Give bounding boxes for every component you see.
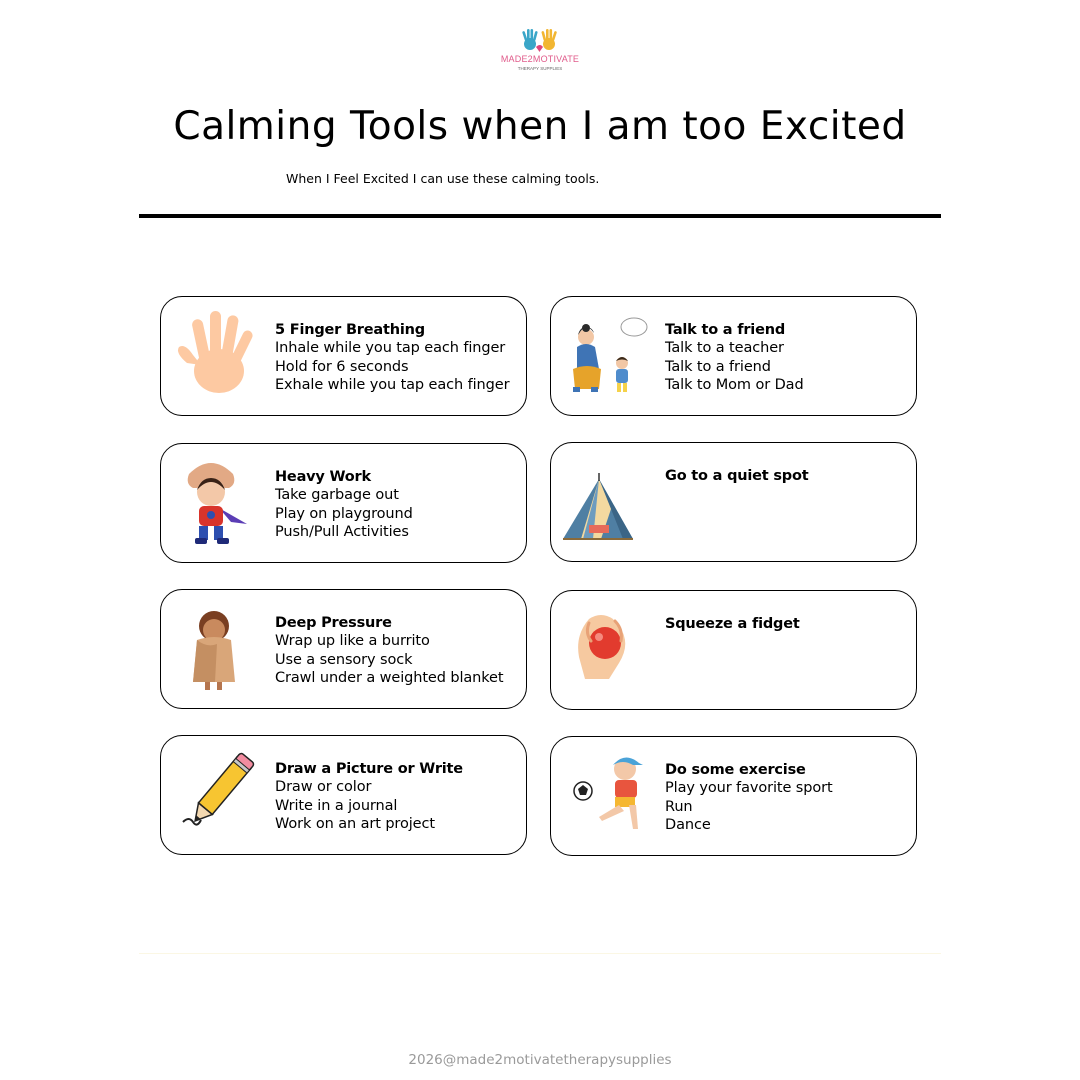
card-talk-to-a-friend — [550, 296, 917, 416]
card-heading: Squeeze a fidget — [665, 616, 800, 632]
card-heading: Deep Pressure — [275, 615, 392, 631]
card-line: Write in a journal — [275, 797, 398, 814]
card-line: Draw or color — [275, 779, 372, 795]
logo-name: MADE2MOTIVATE — [500, 54, 580, 64]
page-subtitle: When I Feel Excited I can use these calming tools. — [286, 171, 600, 186]
card-deep-pressure — [160, 589, 527, 709]
card-heading: 5 Finger Breathing — [275, 322, 425, 338]
card-line: Talk to Mom or Dad — [665, 377, 804, 393]
card-line: Push/Pull Activities — [275, 524, 409, 540]
card-heading: Talk to a friend — [665, 322, 786, 338]
card-line: Wrap up like a burrito — [275, 633, 430, 649]
card-line: Talk to a teacher — [665, 340, 784, 356]
card-draw-a-picture-or-write — [160, 735, 527, 855]
card-go-to-a-quiet-spot — [550, 442, 917, 562]
card-line: Run — [665, 798, 693, 815]
card-line: Play your favorite sport — [665, 780, 833, 796]
pencil-icon — [169, 744, 264, 844]
card-heavy-work — [160, 443, 527, 563]
logo-tagline: THERAPY SUPPLIES — [517, 66, 563, 71]
brand-logo — [500, 26, 580, 76]
card-line: Crawl under a weighted blanket — [275, 670, 504, 686]
card-line: Play on playground — [275, 505, 413, 522]
footer-copyright: 2026@made2motivatetherapysupplies — [408, 1052, 672, 1068]
card-heading: Go to a quiet spot — [665, 468, 809, 484]
footer-divider — [139, 953, 941, 954]
child-wrapped-blanket-icon — [169, 598, 264, 698]
card-line: Exhale while you tap each finger — [275, 377, 510, 393]
card-line: Talk to a friend — [665, 358, 771, 375]
hand-squeezing-ball-icon — [559, 599, 654, 699]
card-line: Take garbage out — [275, 487, 399, 503]
tent-icon — [559, 451, 654, 551]
page-title: Calming Tools when I am too Excited — [173, 104, 907, 149]
superhero-kid-icon — [169, 452, 264, 552]
card-heading: Do some exercise — [665, 762, 806, 778]
kid-kicking-soccer-ball-icon — [559, 745, 654, 845]
card-line: Work on an art project — [275, 816, 435, 832]
card-5-finger-breathing — [160, 296, 527, 416]
hand-icon — [169, 305, 264, 405]
card-line: Inhale while you tap each finger — [275, 340, 506, 356]
header-divider — [139, 214, 941, 218]
card-line: Dance — [665, 817, 711, 833]
card-do-some-exercise — [550, 736, 917, 856]
card-line: Hold for 6 seconds — [275, 358, 409, 375]
card-squeeze-a-fidget — [550, 590, 917, 710]
card-heading: Draw a Picture or Write — [275, 761, 463, 777]
handprints-icon — [500, 26, 580, 54]
mother-child-talking-icon — [559, 305, 654, 405]
card-heading: Heavy Work — [275, 469, 371, 485]
card-line: Use a sensory sock — [275, 651, 413, 668]
